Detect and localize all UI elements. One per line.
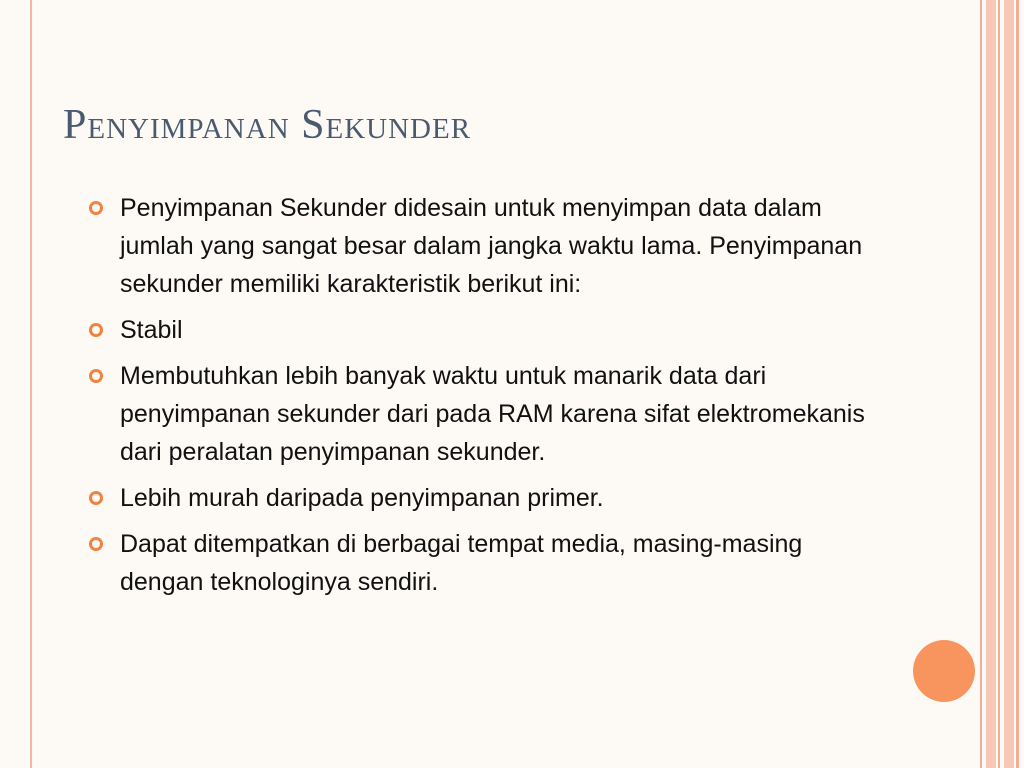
bullet-item xyxy=(84,357,884,471)
right-stripe xyxy=(1004,0,1014,768)
bullet-text: Membutuhkan lebih banyak waktu untuk manarik data dari penyimpanan sekunder dari pada RAM karena sifat elektromekanis dari peralatan penyimpanan sekunder. xyxy=(120,362,865,466)
right-stripe xyxy=(980,0,982,768)
bullet-item xyxy=(84,479,884,517)
bullet-list xyxy=(84,189,884,609)
bullet-item xyxy=(84,525,884,601)
right-stripe xyxy=(986,0,996,768)
decorative-circle xyxy=(913,640,975,702)
bullet-text: Dapat ditempatkan di berbagai tempat media, masing-masing dengan teknologinya sendiri. xyxy=(120,530,803,596)
slide-title: Penyimpanan Sekunder xyxy=(63,102,472,148)
bullet-item xyxy=(84,189,884,303)
right-stripe xyxy=(998,0,1000,768)
bullet-item xyxy=(84,311,884,349)
bullet-text: Lebih murah daripada penyimpanan primer. xyxy=(120,484,604,512)
left-border-line xyxy=(30,0,32,768)
bullet-text: Stabil xyxy=(120,316,183,344)
bullet-circle-icon xyxy=(89,369,103,383)
bullet-text: Penyimpanan Sekunder didesain untuk menyimpan data dalam jumlah yang sangat besar dalam jangka waktu lama. Penyimpanan sekunder memiliki karakteristik berikut ini: xyxy=(120,194,863,298)
bullet-circle-icon xyxy=(89,491,103,505)
right-stripe xyxy=(1016,0,1019,768)
bullet-circle-icon xyxy=(89,323,103,337)
bullet-circle-icon xyxy=(89,537,103,551)
bullet-circle-icon xyxy=(89,201,103,215)
